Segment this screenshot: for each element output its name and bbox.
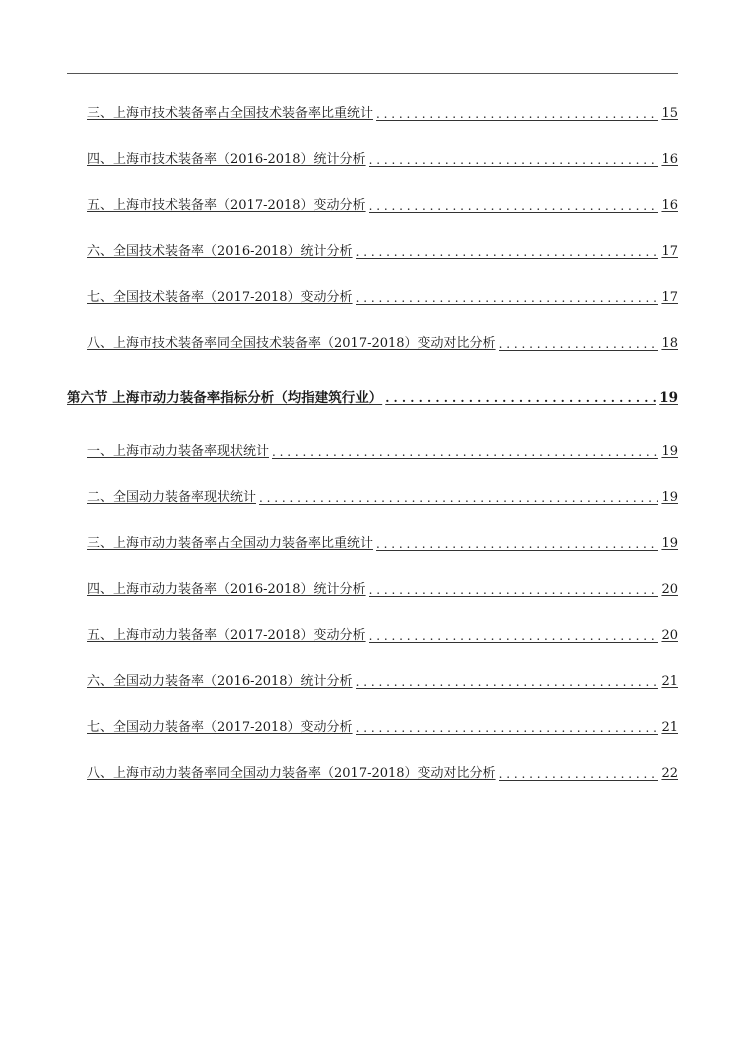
toc-entry-page: 17 [661,244,678,259]
toc-entry-label: 五、上海市动力装备率（2017-2018）变动分析 [87,628,366,643]
toc-entry-label: 七、全国技术装备率（2017-2018）变动分析 [87,290,353,305]
toc-entry-page: 21 [661,674,678,689]
toc-entry[interactable] [87,622,678,644]
toc-entry[interactable] [87,668,678,690]
toc-leader-dots [369,152,659,168]
toc-entry-page: 21 [661,720,678,735]
toc-entry-label: 六、全国动力装备率（2016-2018）统计分析 [87,674,353,689]
toc-section-label: 第六节 上海市动力装备率指标分析（均指建筑行业） [67,390,383,406]
toc-leader-dots [499,336,659,352]
toc-entry-page: 22 [661,766,678,781]
toc-entry-page: 19 [661,490,678,505]
toc-entry-page: 16 [661,152,678,167]
toc-entry-label: 一、上海市动力装备率现状统计 [87,444,270,459]
toc-entry[interactable] [87,530,678,552]
toc-leader-dots [385,390,656,406]
toc-entry-page: 20 [661,582,678,597]
toc-entry-label: 八、上海市动力装备率同全国动力装备率（2017-2018）变动对比分析 [87,766,496,781]
toc-entry[interactable] [87,238,678,260]
toc-entry-page: 19 [661,536,678,551]
toc-entry-label: 四、上海市动力装备率（2016-2018）统计分析 [87,582,366,597]
toc-section-page: 19 [659,390,678,406]
toc-entry-page: 19 [661,444,678,459]
toc-entry[interactable] [87,284,678,306]
toc-entry[interactable] [87,438,678,460]
toc-leader-dots [376,536,658,552]
toc-entry-page: 15 [661,106,678,121]
toc-leader-dots [369,198,659,214]
toc-entry-label: 六、全国技术装备率（2016-2018）统计分析 [87,244,353,259]
toc-leader-dots [369,582,659,598]
toc-leader-dots [356,244,659,260]
toc-entry-label: 八、上海市技术装备率同全国技术装备率（2017-2018）变动对比分析 [87,336,496,351]
toc-entry-label: 三、上海市技术装备率占全国技术装备率比重统计 [87,106,374,121]
toc-leader-dots [356,290,659,306]
toc-leader-dots [356,720,659,736]
toc-entry-label: 五、上海市技术装备率（2017-2018）变动分析 [87,198,366,213]
toc-entry-label: 四、上海市技术装备率（2016-2018）统计分析 [87,152,366,167]
toc-entry-page: 17 [661,290,678,305]
toc-entry[interactable] [87,714,678,736]
header-rule [67,73,678,74]
toc-entry[interactable] [87,484,678,506]
toc-section-entry[interactable] [67,384,678,406]
toc-entry[interactable] [87,100,678,122]
toc-leader-dots [272,444,658,460]
toc-leader-dots [356,674,659,690]
toc-entry-label: 七、全国动力装备率（2017-2018）变动分析 [87,720,353,735]
toc-entry[interactable] [87,330,678,352]
toc-entry[interactable] [87,576,678,598]
toc-entry-page: 18 [661,336,678,351]
toc-entry[interactable] [87,192,678,214]
toc-entry-page: 16 [661,198,678,213]
toc-entry[interactable] [87,760,678,782]
toc-entry-label: 三、上海市动力装备率占全国动力装备率比重统计 [87,536,374,551]
toc-entry-page: 20 [661,628,678,643]
toc-entry-label: 二、全国动力装备率现状统计 [87,490,257,505]
toc-leader-dots [499,766,659,782]
toc-entry[interactable] [87,146,678,168]
toc-leader-dots [259,490,658,506]
toc-leader-dots [369,628,659,644]
toc-leader-dots [376,106,658,122]
